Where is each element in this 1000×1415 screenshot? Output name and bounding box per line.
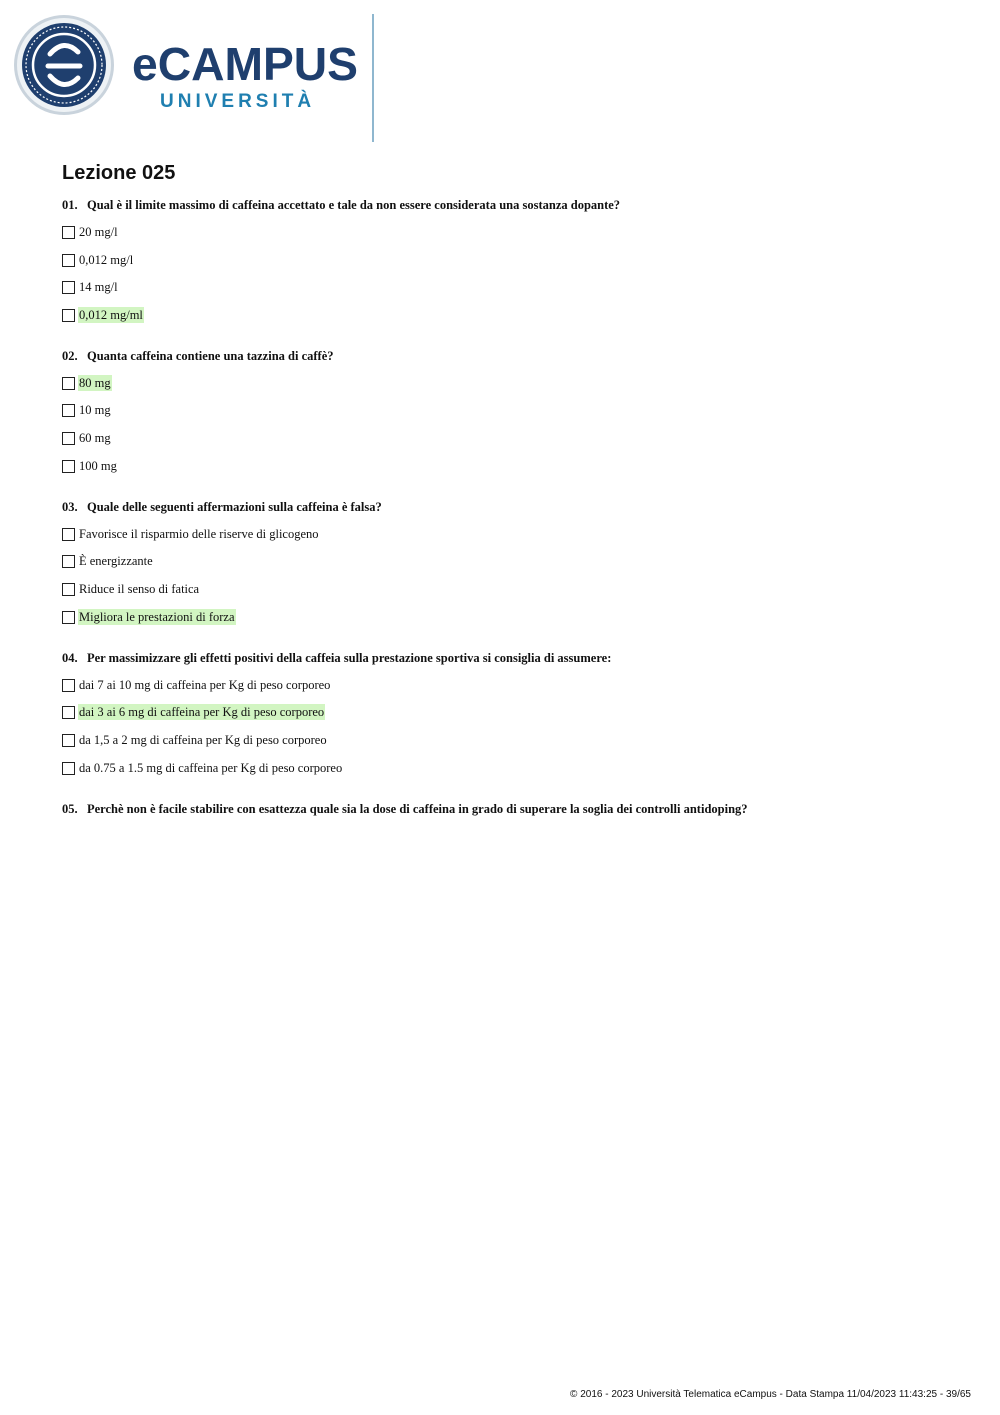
question-text: Perchè non è facile stabilire con esattezza quale sia la dose di caffeina in grado di superare la soglia dei controlli antidoping?: [87, 802, 748, 816]
option-label: È energizzante: [79, 554, 153, 568]
answer-option[interactable]: [62, 581, 200, 597]
header-divider: [372, 14, 374, 142]
answer-option[interactable]: [62, 732, 328, 748]
checkbox[interactable]: [62, 528, 75, 541]
checkbox[interactable]: [62, 734, 75, 747]
checkbox[interactable]: [62, 432, 75, 445]
option-label: da 0.75 a 1.5 mg di caffeina per Kg di peso corporeo: [79, 761, 343, 775]
option-label: dai 7 ai 10 mg di caffeina per Kg di peso corporeo: [79, 678, 331, 692]
answer-option[interactable]: [62, 760, 343, 776]
answer-option-correct[interactable]: [62, 375, 112, 391]
checkbox[interactable]: [62, 281, 75, 294]
checkbox[interactable]: [62, 706, 75, 719]
checkbox[interactable]: [62, 309, 75, 322]
checkbox[interactable]: [62, 583, 75, 596]
question-04: [62, 651, 611, 666]
option-label: 20 mg/l: [79, 225, 118, 239]
question-text: Quanta caffeina contiene una tazzina di caffè?: [87, 349, 334, 363]
page-footer: © 2016 - 2023 Università Telematica eCampus - Data Stampa 11/04/2023 11:43:25 - 39/65: [570, 1389, 971, 1400]
question-02: [62, 349, 334, 364]
option-label: 60 mg: [79, 431, 111, 445]
option-label: Favorisce il risparmio delle riserve di glicogeno: [79, 527, 319, 541]
answer-option[interactable]: [62, 402, 112, 418]
checkbox[interactable]: [62, 377, 75, 390]
option-label: 0,012 mg/l: [79, 253, 134, 267]
answer-option[interactable]: [62, 224, 119, 240]
checkbox[interactable]: [62, 555, 75, 568]
svg-text:UNIVERSITÀ: UNIVERSITÀ: [160, 91, 316, 112]
question-number: 01.: [62, 198, 78, 212]
answer-option[interactable]: [62, 677, 331, 693]
answer-option[interactable]: [62, 430, 112, 446]
option-label: da 1,5 a 2 mg di caffeina per Kg di peso corporeo: [79, 733, 327, 747]
ecampus-logo-graphic: [14, 14, 364, 118]
answer-option[interactable]: [62, 526, 320, 542]
option-label: 10 mg: [79, 403, 111, 417]
checkbox[interactable]: [62, 460, 75, 473]
answer-option-correct[interactable]: [62, 307, 144, 323]
checkbox[interactable]: [62, 254, 75, 267]
answer-option[interactable]: [62, 279, 119, 295]
question-text: Per massimizzare gli effetti positivi della caffeia sulla prestazione sportiva si consiglia di assumere:: [87, 651, 612, 665]
ecampus-logo: [14, 14, 364, 118]
answer-option-correct[interactable]: [62, 704, 325, 720]
checkbox[interactable]: [62, 226, 75, 239]
question-01: [62, 198, 620, 213]
question-number: 03.: [62, 500, 78, 514]
svg-text:eCAMPUS: eCAMPUS: [132, 38, 358, 90]
option-label: 100 mg: [79, 459, 117, 473]
answer-option[interactable]: [62, 252, 134, 268]
question-number: 02.: [62, 349, 78, 363]
answer-option[interactable]: [62, 458, 118, 474]
checkbox[interactable]: [62, 611, 75, 624]
correct-answer-highlight: 80 mg: [79, 376, 111, 390]
question-05: [62, 802, 748, 817]
answer-option[interactable]: [62, 553, 154, 569]
lesson-title: Lezione 025: [62, 162, 176, 184]
question-number: 04.: [62, 651, 78, 665]
checkbox[interactable]: [62, 679, 75, 692]
checkbox[interactable]: [62, 762, 75, 775]
question-03: [62, 500, 382, 515]
correct-answer-highlight: Migliora le prestazioni di forza: [79, 610, 235, 624]
correct-answer-highlight: dai 3 ai 6 mg di caffeina per Kg di peso corporeo: [79, 705, 325, 719]
correct-answer-highlight: 0,012 mg/ml: [79, 308, 143, 322]
question-text: Qual è il limite massimo di caffeina accettato e tale da non essere considerata una sostanza dopante?: [87, 198, 621, 212]
question-number: 05.: [62, 802, 78, 816]
checkbox[interactable]: [62, 404, 75, 417]
option-label: 14 mg/l: [79, 280, 118, 294]
question-text: Quale delle seguenti affermazioni sulla caffeina è falsa?: [87, 500, 382, 514]
answer-option-correct[interactable]: [62, 609, 236, 625]
option-label: Riduce il senso di fatica: [79, 582, 200, 596]
